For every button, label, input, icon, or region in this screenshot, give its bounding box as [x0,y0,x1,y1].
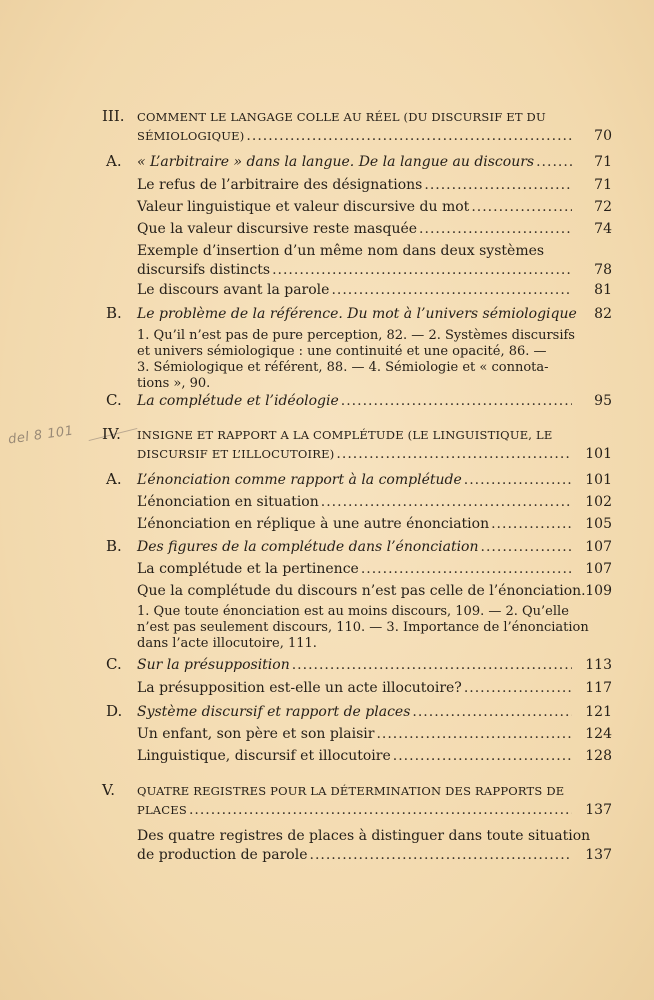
toc-entry [137,153,574,172]
pencil-annotation: del 8 101 [7,423,75,448]
toc-entry [137,782,574,820]
toc-section-label: III. [102,107,125,125]
toc-page-number: 71 [594,154,612,170]
toc-entry [137,747,574,766]
toc-page-number: 121 [585,704,612,720]
toc-entry-title: COMMENT LE LANGAGE COLLE AU RÉEL (DU DISCURSIF ET DU [137,110,546,124]
dot-leader [331,281,572,300]
dot-leader [536,153,572,172]
toc-section-label: A. [106,470,122,488]
toc-entry [137,392,574,411]
toc-page-number: 124 [585,726,612,742]
dot-leader [376,725,572,744]
toc-entry [137,582,586,601]
toc-page-number: 137 [585,847,612,863]
toc-entry [137,560,574,579]
toc-section-label: C. [106,655,122,673]
toc-entry [137,242,574,280]
toc-entry-title: 1. Qu’il n’est pas de pure perception, 82. — 2. Systèmes discursifs [137,328,575,343]
toc-entry [137,515,574,534]
toc-entry [137,108,574,146]
dot-leader [272,261,572,280]
toc-entry-title: Système discursif et rapport de places [137,704,411,720]
toc-entry [137,426,574,464]
dot-leader [393,747,572,766]
toc-entry-title: 3. Sémiologique et référent, 88. — 4. Sémiologie et « connota- [137,360,549,375]
toc-entry-title: QUATRE REGISTRES POUR LA DÉTERMINATION DES RAPPORTS DE [137,784,565,798]
toc-entry-title: Linguistique, discursif et illocutoire [137,748,391,764]
toc-section-label: B. [106,304,122,322]
toc-entry-title: Le refus de l’arbitraire des désignations [137,177,423,193]
toc-page-number: 107 [585,561,612,577]
dot-leader [419,220,572,239]
toc-page-number: 72 [594,199,612,215]
toc-entry-title: PLACES [137,803,187,817]
toc-section-label: V. [102,781,115,799]
dot-leader [424,176,572,195]
toc-section-label: A. [106,152,122,170]
toc-page-number: 102 [585,494,612,510]
dot-leader [321,493,572,512]
dot-leader [246,127,572,146]
toc-page-number: 78 [594,262,612,278]
toc-page-number: 81 [594,282,612,298]
toc-entry-title: n’est pas seulement discours, 110. — 3. Importance de l’énonciation [137,620,589,635]
toc-entry-title: et univers sémiologique : une continuité et une opacité, 86. — [137,344,547,359]
toc-entry [137,305,577,324]
toc-entry-title: Des quatre registres de places à distinguer dans toute situation [137,828,591,844]
dot-leader [292,656,572,675]
dot-leader [361,560,572,579]
dot-leader [471,198,572,217]
toc-entry [137,176,574,195]
dot-leader [189,801,572,820]
toc-entry-title: Exemple d’insertion d’un même nom dans deux systèmes [137,243,545,259]
toc-section-label: B. [106,537,122,555]
toc-section-label: D. [106,702,123,720]
toc-entry-title: La complétude et l’idéologie [137,393,339,409]
toc-entry-title: « L’arbitraire » dans la langue. De la langue au discours [137,154,535,170]
toc-page-number: 74 [594,221,612,237]
toc-entry-title: SÉMIOLOGIQUE) [137,129,245,143]
toc-page-number: 128 [585,748,612,764]
dot-leader [481,538,572,557]
toc-page-number: 113 [585,657,612,673]
toc-entry-title: La présupposition est-elle un acte illocutoire? [137,680,462,696]
toc-entry-title: Que la valeur discursive reste masquée [137,221,418,237]
dot-leader [491,515,572,534]
toc-page-number: 107 [585,539,612,555]
toc-entry-title: discursifs distincts [137,262,271,278]
toc-entry-title: DISCURSIF ET L’ILLOCUTOIRE) [137,447,335,461]
toc-page-number: 71 [594,177,612,193]
toc-entry [137,471,574,490]
toc-entry-title: Valeur linguistique et valeur discursive du mot [137,199,470,215]
toc-entry [137,538,574,557]
toc-page-number: 137 [585,802,612,818]
toc-section-label: IV. [102,425,121,443]
toc-entry-title: 1. Que toute énonciation est au moins discours, 109. — 2. Qu’elle [137,604,569,619]
toc-entry-title: INSIGNE ET RAPPORT A LA COMPLÉTUDE (LE LINGUISTIQUE, LE [137,428,553,442]
toc-page-number: 101 [585,472,612,488]
toc-page-number: 117 [585,680,612,696]
toc-entry-title: tions », 90. [137,376,211,391]
toc-entry-title: La complétude et la pertinence [137,561,359,577]
toc-entry-title: L’énonciation comme rapport à la complétude [137,472,462,488]
toc-entry-title: Sur la présupposition [137,657,290,673]
toc-entry-title: Que la complétude du discours n’est pas celle de l’énonciation. [137,583,586,599]
toc-entry [137,493,574,512]
toc-entry-title: Un enfant, son père et son plaisir [137,726,375,742]
toc-entry [137,827,591,865]
toc-entry-title: L’énonciation en situation [137,494,319,510]
dot-leader [412,703,572,722]
dot-leader [464,679,572,698]
toc-entry-title: L’énonciation en réplique à une autre énonciation [137,516,490,532]
toc-entry-title: Le problème de la référence. Du mot à l’univers sémiologique [137,306,577,322]
toc-entry [137,281,574,300]
dot-leader [341,392,572,411]
toc-entry [137,703,574,722]
toc-entry [137,604,589,652]
dot-leader [336,445,572,464]
toc-section-label: C. [106,391,122,409]
dot-leader [464,471,572,490]
toc-page-number: 82 [594,306,612,322]
toc-entry [137,328,574,392]
toc-page-number: 101 [585,446,612,462]
toc-entry-title: dans l’acte illocutoire, 111. [137,636,317,651]
toc-entry [137,725,574,744]
toc-entry-title: Le discours avant la parole [137,282,330,298]
toc-entry-title: de production de parole [137,847,308,863]
toc-entry [137,198,574,217]
toc-page-number: 70 [594,128,612,144]
toc-entry [137,679,574,698]
toc-page-number: 95 [594,393,612,409]
toc-page-number: 105 [585,516,612,532]
toc-entry [137,656,574,675]
toc-page-number: 109 [585,583,612,599]
dot-leader [310,846,573,865]
toc-entry-title: Des figures de la complétude dans l’énonciation [137,539,479,555]
toc-entry [137,220,574,239]
